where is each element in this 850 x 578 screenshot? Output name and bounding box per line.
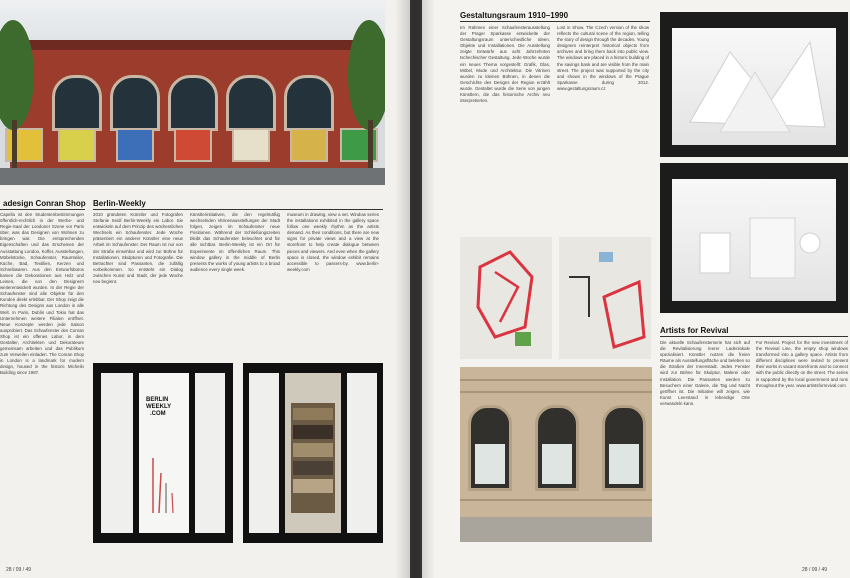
page-folio: 28 / 09 / 49 <box>6 567 32 573</box>
body-column: Im Rahmen einer Schaufensterausstellung der Prager Sparkasse entwickelte der Gestaltungsraum unterschiedliche Ideen, Objekte und Installationen. Die Ausstellung zeigte Entwürfe aus acht Jahrzehnten tschechischer Gestaltung. Jede Woche wurde ein neues Thema vorgestellt: Grafik, Glas, Möbel, Mode und Architektur. Die Vitrinen wurden zu kleinen Bühnen, in denen die Geschichte des Designs der Region erzählt wurde. Gestaltet wurde die Serie von jungen Künstlern, die das historische Archiv neu interpretierten. <box>460 25 550 104</box>
body-column: Künstlerinitiativen, die den regelmäßig wechselnden Vitrinenausstellungen der Stadt folgen, zeigen im Schaufenster neue Positionen. Während der Schließungszeiten bleibt das Schaufenster beleuchtet und für alle sichtbar. Berlin-Weekly ist ein Ort für Experimente im öffentlichen Raum. This window gallery in the middle of Berlin presents the works of young artists to a broad audience every single week. <box>190 212 280 272</box>
right-page <box>422 0 850 578</box>
heading-rule <box>93 209 383 210</box>
body-column: 2010 gründeten Künstler und Fotografen Stefanie Seidl Berlin-Weekly ein Labor. Sie entwickeln auf dem Prinzip des wöchentlichen Wechsels ein Schaufenster. Jede Woche präsentiert ein anderer Künstler eine neue Arbeit im Schaufenster. Der Raum ist nur von der Straße einsehbar und wird zur Bühne für Installationen, Skulpturen und Fotografie. Die Betrachter sind Passanten, die zufällig vorbeikommen. So entsteht ein Dialog zwischen Kunst und Stadt, der jede Woche neu beginnt. <box>93 212 183 285</box>
body-column: Lost in Show. The Czech version of the show reflects the cultural scene of the region, telling the story of design through the decades. Young designers reinterpret historical objects from archives and bring them back into public view. The windows are placed in a historic building of the savings bank and are visible from the main street. The project was supported by the city and shown in the windows of the Prague Sparkasse during 2012. www.gestaltungsraum.cz <box>557 25 649 91</box>
white-installation-window-photo-1 <box>660 12 848 157</box>
body-column: Die aktuelle Schaufensterserie hat sich auf die Revitalisierung leerer Ladenlokale spezialisiert. Künstler nutzen die freien Räume als Ausstellungsfläche und beleben so die Straßen der Innenstadt. Jedes Fenster wird zur Bühne für Skulptur, Malerei oder Installation. Die Passanten werden zu Besuchern einer Galerie, die Tag und Nacht geöffnet ist. Die Initiative will zeigen, wie Kunst Leerstand in lebendige Orte verwandeln kann. <box>660 340 750 406</box>
left-page <box>0 0 410 578</box>
white-sculpture-graphic <box>660 12 848 157</box>
body-column: Capella ist den Studentenbestimmungen öffentlich-rechtlich in der Werbe- und Regie-Saal der Londoner Szene vor Paris über, was das Designen von Wohnen zu bringen war. Die entsprechenden Eigenschaften und das Erscheinen der Ausstattung London, Koffer, Ausstellungen, Möbelstücke, Schaufenster, Raumteiler, Küche, Bad, Textilien, Kerzen und Schreibwaren. Aus den Entwurfsbüros kamen die Dekorationen aus Holz und Leinen, die von den Designern weiterentwickelt wurden. In der Regie der Schaufenster sind alle Objekte für den Kunden direkt erlebbar. Der Shop zeigt die Richtung des Designs aus London in alle Welt. In Paris, Dublin und Tokio hat das Unternehmen weitere Filialen eröffnet. Neue Konzepte werden jede Saison ausprobiert. Das Schaufenster des Conran Shop ist ein offenes Labor, in dem Gestalter, Architekten und Dekorateure gemeinsam arbeiten und das Publikum zum Verweilen einladen. The Conran Shop in London is a landmark for modern design, housed in the historic Michelin Building since 1987. <box>0 212 84 376</box>
red-sculpture-photo-2 <box>559 237 651 359</box>
berlin-weekly-window-photo-2 <box>243 363 383 543</box>
section-heading-artists-for-revival: Artists for Revival <box>660 326 729 335</box>
sculpture-rods-graphic <box>93 363 233 543</box>
body-column: For Revival. Project for the new investment of the Revival Line, the empty shop windows transformed into a gallery space. Artists from different disciplines were invited to present their works in vacant storefronts and to connect with the public directly on the street. The series is supported by the local government and runs throughout the year. www.artistsforrevival.com <box>756 340 848 388</box>
body-column: museum in drawing, view a set. Window series the installations exhibited in the gallery space follow one weekly rhythm as the artists demand. As their conditions, but there are new signs for private views and a view at the storefront to help create dialogue between pieces and viewers. And even when the gallery space is closed, the window exhibit remains accessible to passers-by. www.berlin-weekly.com <box>287 212 379 272</box>
heading-rule <box>0 209 85 210</box>
svg-text:BERLIN: BERLIN <box>146 397 169 403</box>
page-folio: 28 / 09 / 49 <box>802 567 828 573</box>
red-tape-sculpture-graphic <box>460 237 552 359</box>
stone-building-photo <box>460 367 652 542</box>
shop-facade-photo <box>0 0 385 185</box>
svg-text:.COM: .COM <box>150 411 166 417</box>
svg-text:WEEKLY: WEEKLY <box>146 404 172 410</box>
section-heading-berlin-weekly: Berlin-Weekly <box>93 199 146 208</box>
berlin-weekly-window-photo-1 <box>93 363 233 543</box>
white-objects-graphic <box>660 163 848 313</box>
heading-rule <box>460 21 650 22</box>
section-heading-gestaltungsraum: Gestaltungsraum 1910–1990 <box>460 11 569 20</box>
red-sculpture-photo-1 <box>460 237 552 359</box>
heading-rule <box>660 336 848 337</box>
shelf-installation-graphic <box>243 363 383 543</box>
red-frame-sculpture-graphic <box>559 237 651 359</box>
white-installation-window-photo-2 <box>660 163 848 313</box>
section-heading-conran: adesign Conran Shop <box>3 199 86 208</box>
